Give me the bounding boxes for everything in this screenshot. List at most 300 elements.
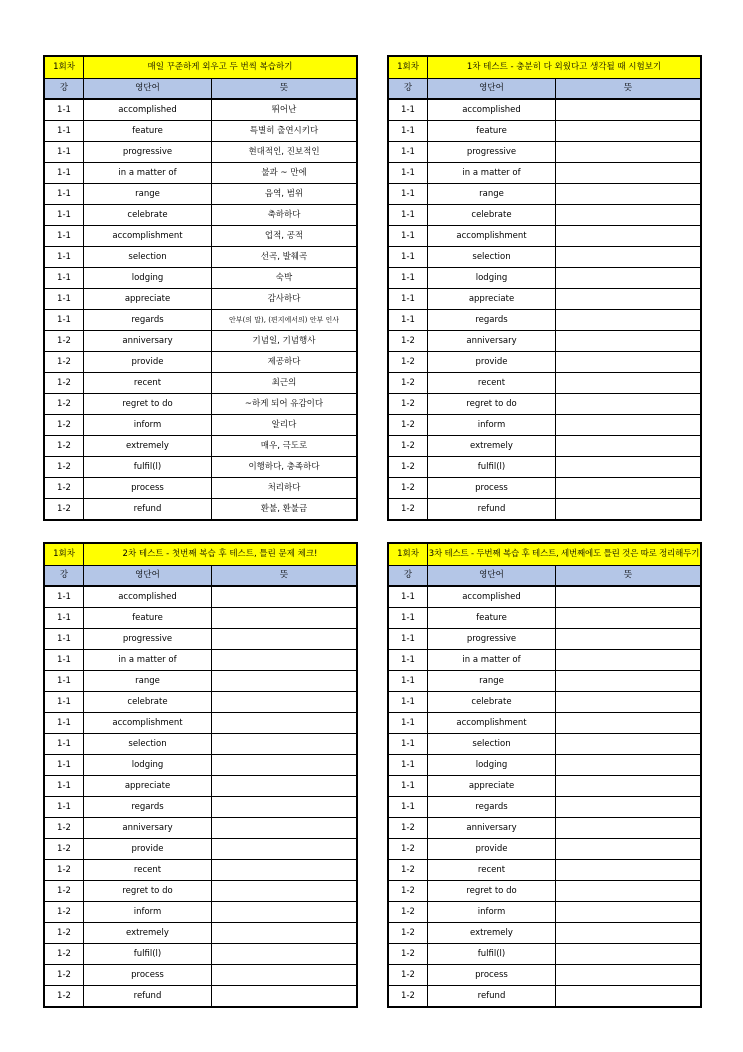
meaning-blank-cell[interactable] — [556, 629, 701, 650]
table-row — [389, 247, 701, 268]
meaning-blank-cell[interactable] — [556, 944, 701, 965]
lecture-cell: 1-1 — [389, 713, 428, 734]
sheet-title: 1차 테스트 - 충분히 다 외웠다고 생각될 때 시험보기 — [428, 57, 701, 79]
table-row — [45, 944, 357, 965]
table-row — [45, 650, 357, 671]
table-row — [389, 457, 701, 478]
word-cell: in a matter of — [428, 650, 556, 671]
lecture-cell: 1-2 — [389, 436, 428, 457]
word-cell: range — [428, 184, 556, 205]
word-cell: progressive — [428, 629, 556, 650]
meaning-blank-cell[interactable] — [212, 755, 357, 776]
table-row — [45, 671, 357, 692]
table-row — [45, 205, 357, 226]
table-row — [389, 650, 701, 671]
word-cell: regret to do — [428, 394, 556, 415]
table-row — [45, 986, 357, 1007]
lecture-cell: 1-1 — [389, 121, 428, 142]
table-row — [389, 839, 701, 860]
word-cell: anniversary — [84, 818, 212, 839]
table-row — [389, 713, 701, 734]
meaning-cell: 선곡, 발췌곡 — [212, 247, 357, 268]
vocab-sheet-test-3 — [387, 542, 702, 1008]
word-cell: anniversary — [84, 331, 212, 352]
table-row — [45, 99, 357, 121]
meaning-blank-cell[interactable] — [556, 436, 701, 457]
word-cell: progressive — [428, 142, 556, 163]
word-cell: inform — [84, 902, 212, 923]
lecture-cell: 1-1 — [389, 289, 428, 310]
meaning-cell: 제공하다 — [212, 352, 357, 373]
meaning-blank-cell[interactable] — [212, 734, 357, 755]
word-cell: accomplished — [84, 99, 212, 121]
meaning-blank-cell[interactable] — [556, 415, 701, 436]
lecture-cell: 1-1 — [45, 121, 84, 142]
meaning-blank-cell[interactable] — [212, 586, 357, 608]
table-row — [389, 310, 701, 331]
table-row — [45, 839, 357, 860]
meaning-blank-cell[interactable] — [212, 944, 357, 965]
meaning-blank-cell[interactable] — [556, 902, 701, 923]
meaning-blank-cell[interactable] — [556, 457, 701, 478]
word-cell: extremely — [428, 436, 556, 457]
meaning-blank-cell[interactable] — [556, 671, 701, 692]
word-cell: appreciate — [428, 289, 556, 310]
table-row — [389, 394, 701, 415]
meaning-blank-cell[interactable] — [556, 608, 701, 629]
meaning-blank-cell[interactable] — [212, 608, 357, 629]
lecture-cell: 1-1 — [45, 226, 84, 247]
word-cell: inform — [84, 415, 212, 436]
table-row — [45, 923, 357, 944]
meaning-cell: 알리다 — [212, 415, 357, 436]
table-row — [45, 881, 357, 902]
word-cell: extremely — [84, 436, 212, 457]
word-cell: lodging — [428, 268, 556, 289]
table-row — [45, 478, 357, 499]
table-row — [389, 121, 701, 142]
table-row — [389, 965, 701, 986]
table-row — [389, 478, 701, 499]
lecture-cell: 1-1 — [389, 755, 428, 776]
lecture-cell: 1-2 — [45, 373, 84, 394]
meaning-blank-cell[interactable] — [556, 184, 701, 205]
word-cell: progressive — [84, 629, 212, 650]
meaning-blank-cell[interactable] — [556, 163, 701, 184]
lecture-cell: 1-2 — [45, 965, 84, 986]
meaning-blank-cell[interactable] — [556, 226, 701, 247]
lecture-cell: 1-1 — [389, 142, 428, 163]
meaning-blank-cell[interactable] — [556, 394, 701, 415]
meaning-blank-cell[interactable] — [212, 692, 357, 713]
lecture-cell: 1-1 — [389, 692, 428, 713]
lecture-cell: 1-2 — [389, 373, 428, 394]
meaning-blank-cell[interactable] — [556, 776, 701, 797]
word-cell: accomplishment — [84, 713, 212, 734]
lecture-cell: 1-2 — [389, 352, 428, 373]
table-row — [389, 629, 701, 650]
meaning-blank-cell[interactable] — [212, 650, 357, 671]
word-cell: range — [84, 671, 212, 692]
lecture-cell: 1-1 — [45, 205, 84, 226]
meaning-blank-cell[interactable] — [556, 499, 701, 520]
table-row — [45, 331, 357, 352]
lecture-cell: 1-1 — [389, 205, 428, 226]
meaning-cell: 음역, 범위 — [212, 184, 357, 205]
lecture-cell: 1-2 — [45, 923, 84, 944]
meaning-blank-cell[interactable] — [556, 839, 701, 860]
lecture-cell: 1-1 — [389, 226, 428, 247]
meaning-cell: 최근의 — [212, 373, 357, 394]
title-row — [389, 57, 701, 79]
meaning-blank-cell[interactable] — [556, 478, 701, 499]
lecture-cell: 1-2 — [389, 818, 428, 839]
table-row — [389, 818, 701, 839]
vocab-sheet-test-2 — [43, 542, 358, 1008]
lecture-cell: 1-2 — [45, 394, 84, 415]
lecture-cell: 1-1 — [45, 163, 84, 184]
meaning-cell: 특별히 출연시키다 — [212, 121, 357, 142]
table-row — [45, 268, 357, 289]
meaning-blank-cell[interactable] — [556, 734, 701, 755]
meaning-blank-cell[interactable] — [556, 289, 701, 310]
meaning-blank-cell[interactable] — [556, 923, 701, 944]
meaning-blank-cell[interactable] — [556, 121, 701, 142]
meaning-blank-cell[interactable] — [556, 713, 701, 734]
meaning-blank-cell[interactable] — [556, 965, 701, 986]
meaning-cell: 기념일, 기념행사 — [212, 331, 357, 352]
lecture-cell: 1-2 — [389, 839, 428, 860]
lecture-cell: 1-2 — [389, 457, 428, 478]
lecture-cell: 1-2 — [389, 944, 428, 965]
word-cell: regards — [84, 797, 212, 818]
header-lecture: 강 — [389, 566, 428, 587]
table-row — [45, 373, 357, 394]
word-cell: lodging — [84, 755, 212, 776]
word-cell: recent — [84, 860, 212, 881]
meaning-blank-cell[interactable] — [556, 586, 701, 608]
meaning-blank-cell[interactable] — [556, 860, 701, 881]
meaning-blank-cell[interactable] — [556, 352, 701, 373]
lecture-cell: 1-2 — [389, 860, 428, 881]
table-row — [389, 755, 701, 776]
lecture-cell: 1-2 — [45, 499, 84, 520]
meaning-blank-cell[interactable] — [556, 268, 701, 289]
title-row — [45, 544, 357, 566]
table-row — [45, 289, 357, 310]
table-row — [45, 394, 357, 415]
lecture-cell: 1-1 — [389, 163, 428, 184]
meaning-cell: 환불, 환불금 — [212, 499, 357, 520]
lecture-cell: 1-1 — [389, 310, 428, 331]
meaning-blank-cell[interactable] — [212, 923, 357, 944]
word-cell: selection — [428, 247, 556, 268]
meaning-blank-cell[interactable] — [212, 965, 357, 986]
lecture-cell: 1-1 — [45, 776, 84, 797]
vocab-table — [44, 56, 357, 520]
table-row — [389, 373, 701, 394]
header-meaning: 뜻 — [212, 79, 357, 100]
meaning-blank-cell[interactable] — [556, 692, 701, 713]
table-row — [389, 776, 701, 797]
word-cell: celebrate — [428, 205, 556, 226]
lecture-cell: 1-1 — [389, 99, 428, 121]
header-word: 영단어 — [428, 79, 556, 100]
lecture-cell: 1-1 — [389, 734, 428, 755]
meaning-blank-cell[interactable] — [556, 310, 701, 331]
meaning-blank-cell[interactable] — [212, 713, 357, 734]
table-row — [45, 713, 357, 734]
word-cell: refund — [428, 499, 556, 520]
meaning-blank-cell[interactable] — [212, 776, 357, 797]
meaning-blank-cell[interactable] — [556, 986, 701, 1007]
meaning-blank-cell[interactable] — [556, 755, 701, 776]
header-row — [45, 566, 357, 587]
table-row — [45, 629, 357, 650]
lecture-cell: 1-2 — [389, 499, 428, 520]
header-word: 영단어 — [428, 566, 556, 587]
table-row — [45, 902, 357, 923]
header-meaning: 뜻 — [556, 79, 701, 100]
lecture-cell: 1-2 — [389, 415, 428, 436]
word-cell: selection — [428, 734, 556, 755]
meaning-blank-cell[interactable] — [556, 247, 701, 268]
table-row — [389, 289, 701, 310]
lecture-cell: 1-1 — [45, 268, 84, 289]
header-lecture: 강 — [45, 566, 84, 587]
table-row — [389, 692, 701, 713]
lecture-cell: 1-1 — [45, 629, 84, 650]
lecture-cell: 1-2 — [45, 944, 84, 965]
meaning-blank-cell[interactable] — [556, 99, 701, 121]
meaning-cell: 뛰어난 — [212, 99, 357, 121]
meaning-cell: 이행하다, 충족하다 — [212, 457, 357, 478]
meaning-cell: 안부(의 말), (편지에서의) 안부 인사 — [212, 310, 357, 331]
table-row — [389, 331, 701, 352]
lecture-cell: 1-2 — [45, 839, 84, 860]
lecture-cell: 1-2 — [45, 352, 84, 373]
lecture-cell: 1-2 — [389, 923, 428, 944]
table-row — [389, 205, 701, 226]
meaning-blank-cell[interactable] — [212, 839, 357, 860]
sheet-title: 매일 꾸준하게 외우고 두 번씩 복습하기 — [84, 57, 357, 79]
word-cell: accomplishment — [84, 226, 212, 247]
lecture-cell: 1-1 — [45, 713, 84, 734]
word-cell: recent — [428, 373, 556, 394]
word-cell: in a matter of — [428, 163, 556, 184]
meaning-blank-cell[interactable] — [212, 818, 357, 839]
table-row — [45, 797, 357, 818]
vocab-table — [388, 543, 701, 1007]
table-row — [45, 755, 357, 776]
word-cell: celebrate — [84, 205, 212, 226]
lecture-cell: 1-2 — [45, 436, 84, 457]
table-row — [45, 247, 357, 268]
meaning-cell: 현대적인, 진보적인 — [212, 142, 357, 163]
word-cell: provide — [428, 839, 556, 860]
lecture-cell: 1-1 — [45, 310, 84, 331]
meaning-blank-cell[interactable] — [212, 860, 357, 881]
lecture-cell: 1-2 — [45, 860, 84, 881]
word-cell: accomplished — [428, 586, 556, 608]
meaning-cell: 불과 ~ 만에 — [212, 163, 357, 184]
lecture-cell: 1-1 — [389, 650, 428, 671]
lecture-cell: 1-2 — [45, 331, 84, 352]
lecture-cell: 1-1 — [389, 184, 428, 205]
vocab-sheet-test-1 — [387, 55, 702, 521]
meaning-cell: 감사하다 — [212, 289, 357, 310]
word-cell: process — [428, 478, 556, 499]
meaning-blank-cell[interactable] — [556, 881, 701, 902]
word-cell: regret to do — [84, 394, 212, 415]
round-label: 1회차 — [45, 544, 84, 566]
word-cell: regards — [84, 310, 212, 331]
word-cell: appreciate — [84, 776, 212, 797]
table-row — [389, 860, 701, 881]
table-row — [389, 797, 701, 818]
word-cell: process — [428, 965, 556, 986]
table-row — [45, 436, 357, 457]
meaning-cell: 처리하다 — [212, 478, 357, 499]
table-row — [389, 142, 701, 163]
table-row — [45, 415, 357, 436]
word-cell: in a matter of — [84, 163, 212, 184]
table-row — [389, 986, 701, 1007]
table-row — [389, 226, 701, 247]
word-cell: appreciate — [428, 776, 556, 797]
word-cell: fulfil(l) — [428, 944, 556, 965]
header-word: 영단어 — [84, 566, 212, 587]
word-cell: progressive — [84, 142, 212, 163]
meaning-cell: ~하게 되어 유감이다 — [212, 394, 357, 415]
word-cell: accomplishment — [428, 713, 556, 734]
word-cell: range — [84, 184, 212, 205]
vocab-sheet-study — [43, 55, 358, 521]
lecture-cell: 1-1 — [45, 184, 84, 205]
meaning-cell: 축하하다 — [212, 205, 357, 226]
lecture-cell: 1-2 — [389, 881, 428, 902]
meaning-blank-cell[interactable] — [556, 205, 701, 226]
lecture-cell: 1-1 — [389, 797, 428, 818]
table-row — [45, 163, 357, 184]
table-row — [45, 457, 357, 478]
lecture-cell: 1-1 — [45, 755, 84, 776]
word-cell: accomplished — [428, 99, 556, 121]
lecture-cell: 1-1 — [45, 797, 84, 818]
meaning-blank-cell[interactable] — [556, 331, 701, 352]
meaning-blank-cell[interactable] — [556, 373, 701, 394]
table-row — [45, 121, 357, 142]
table-row — [45, 226, 357, 247]
word-cell: celebrate — [84, 692, 212, 713]
table-row — [389, 586, 701, 608]
table-row — [45, 860, 357, 881]
word-cell: regards — [428, 797, 556, 818]
meaning-blank-cell[interactable] — [556, 797, 701, 818]
meaning-blank-cell[interactable] — [212, 986, 357, 1007]
lecture-cell: 1-1 — [389, 268, 428, 289]
word-cell: refund — [84, 986, 212, 1007]
lecture-cell: 1-1 — [45, 650, 84, 671]
word-cell: lodging — [428, 755, 556, 776]
word-cell: refund — [428, 986, 556, 1007]
header-meaning: 뜻 — [556, 566, 701, 587]
title-row — [45, 57, 357, 79]
word-cell: regards — [428, 310, 556, 331]
lecture-cell: 1-2 — [45, 902, 84, 923]
lecture-cell: 1-1 — [45, 586, 84, 608]
word-cell: provide — [428, 352, 556, 373]
header-lecture: 강 — [389, 79, 428, 100]
meaning-blank-cell[interactable] — [556, 650, 701, 671]
word-cell: appreciate — [84, 289, 212, 310]
sheet-title: 3차 테스트 - 두번째 복습 후 테스트, 세번째에도 틀린 것은 따로 정리해두기 — [428, 544, 701, 566]
lecture-cell: 1-1 — [389, 608, 428, 629]
table-row — [45, 352, 357, 373]
word-cell: recent — [428, 860, 556, 881]
lecture-cell: 1-2 — [389, 965, 428, 986]
word-cell: inform — [428, 415, 556, 436]
word-cell: selection — [84, 247, 212, 268]
word-cell: in a matter of — [84, 650, 212, 671]
lecture-cell: 1-2 — [45, 478, 84, 499]
lecture-cell: 1-2 — [45, 881, 84, 902]
lecture-cell: 1-1 — [45, 671, 84, 692]
table-row — [45, 142, 357, 163]
vocab-table — [44, 543, 357, 1007]
lecture-cell: 1-1 — [45, 734, 84, 755]
meaning-blank-cell[interactable] — [212, 797, 357, 818]
word-cell: range — [428, 671, 556, 692]
table-row — [45, 692, 357, 713]
meaning-blank-cell[interactable] — [212, 671, 357, 692]
meaning-blank-cell[interactable] — [556, 142, 701, 163]
word-cell: regret to do — [428, 881, 556, 902]
word-cell: process — [84, 965, 212, 986]
word-cell: anniversary — [428, 331, 556, 352]
table-row — [45, 608, 357, 629]
table-row — [389, 608, 701, 629]
header-word: 영단어 — [84, 79, 212, 100]
meaning-cell: 업적, 공적 — [212, 226, 357, 247]
lecture-cell: 1-2 — [45, 818, 84, 839]
sheet-title: 2차 테스트 - 첫번째 복습 후 테스트, 틀린 문제 체크! — [84, 544, 357, 566]
meaning-blank-cell[interactable] — [212, 629, 357, 650]
header-lecture: 강 — [45, 79, 84, 100]
table-row — [45, 184, 357, 205]
lecture-cell: 1-2 — [389, 331, 428, 352]
lecture-cell: 1-1 — [389, 247, 428, 268]
word-cell: recent — [84, 373, 212, 394]
word-cell: fulfil(l) — [84, 944, 212, 965]
word-cell: accomplishment — [428, 226, 556, 247]
meaning-blank-cell[interactable] — [556, 818, 701, 839]
table-row — [45, 776, 357, 797]
word-cell: process — [84, 478, 212, 499]
lecture-cell: 1-2 — [45, 986, 84, 1007]
word-cell: celebrate — [428, 692, 556, 713]
meaning-blank-cell[interactable] — [212, 902, 357, 923]
lecture-cell: 1-2 — [389, 394, 428, 415]
word-cell: extremely — [428, 923, 556, 944]
table-row — [389, 499, 701, 520]
word-cell: fulfil(l) — [84, 457, 212, 478]
meaning-blank-cell[interactable] — [212, 881, 357, 902]
word-cell: feature — [84, 608, 212, 629]
lecture-cell: 1-2 — [389, 478, 428, 499]
table-row — [389, 902, 701, 923]
table-row — [45, 734, 357, 755]
